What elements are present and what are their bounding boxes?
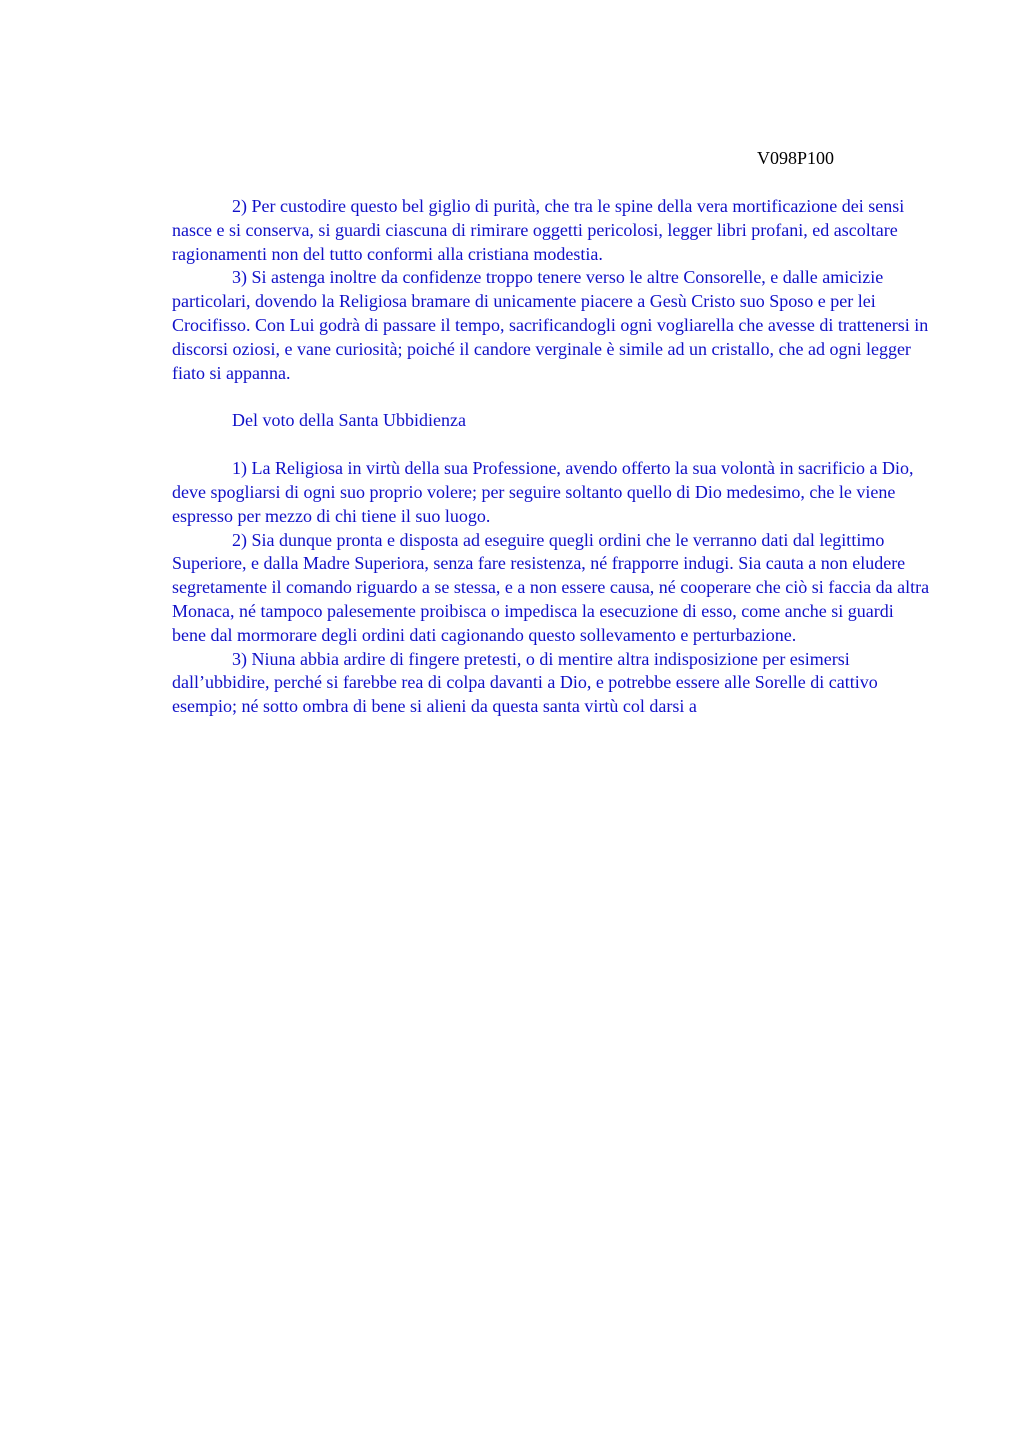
document-body <box>172 195 932 719</box>
paragraph-obedience-1: 1) La Religiosa in virtù della sua Professione, avendo offerto la sua volontà in sacrificio a Dio, deve spogliarsi di ogni suo proprio volere; per seguire soltanto quello di Dio medesimo, che le viene espresso per mezzo di chi tiene il suo luogo. <box>172 458 914 526</box>
page-code: V098P100 <box>757 148 835 168</box>
paragraph-purity-2: 2) Per custodire questo bel giglio di purità, che tra le spine della vera mortificazione dei sensi nasce e si conserva, si guardi ciascuna di rimirare oggetti pericolosi, legger libri profani, ed ascoltare ragionamenti non del tutto conformi alla cristiana modestia. <box>172 196 905 264</box>
paragraph-obedience-3: 3) Niuna abbia ardire di fingere pretesti, o di mentire altra indisposizione per esimersi dall’ubbidire, perché si farebbe rea di colpa davanti a Dio, e potrebbe essere alle Sorelle di cattivo esempio; né sotto ombra di bene si alieni da questa santa virtù col darsi a <box>172 648 878 717</box>
paragraph-purity-3: 3) Si astenga inoltre da confidenze troppo tenere verso le altre Consorelle, e dalle amicizie particolari, dovendo la Religiosa bramare di unicamente piacere a Gesù Cristo suo Sposo e per lei Crocifisso. Con Lui godrà di passare il tempo, sacrificandogli ogni vogliarella che avesse di trattenersi in discorsi oziosi, e vane curiosità; poiché il candore verginale è simile ad un cristallo, che ad ogni legger fiato si appanna. <box>172 267 929 383</box>
paragraph-obedience-2: 2) Sia dunque pronta e disposta ad eseguire quegli ordini che le verranno dati dal legittimo Superiore, e dalla Madre Superiora, senza fare resistenza, né frapporre indugi. Sia cauta a non eludere segretamente il comando riguardo a se stessa, e a non essere causa, né cooperare che ciò si faccia da altra Monaca, né tampoco palesemente proibisca o impedisca la esecuzione di esso, come anche si guardi bene dal mormorare degli ordini dati cagionando questo sollevamento e perturbazione. <box>172 529 930 645</box>
section-heading-obedience: Del voto della Santa Ubbidienza <box>232 410 466 431</box>
